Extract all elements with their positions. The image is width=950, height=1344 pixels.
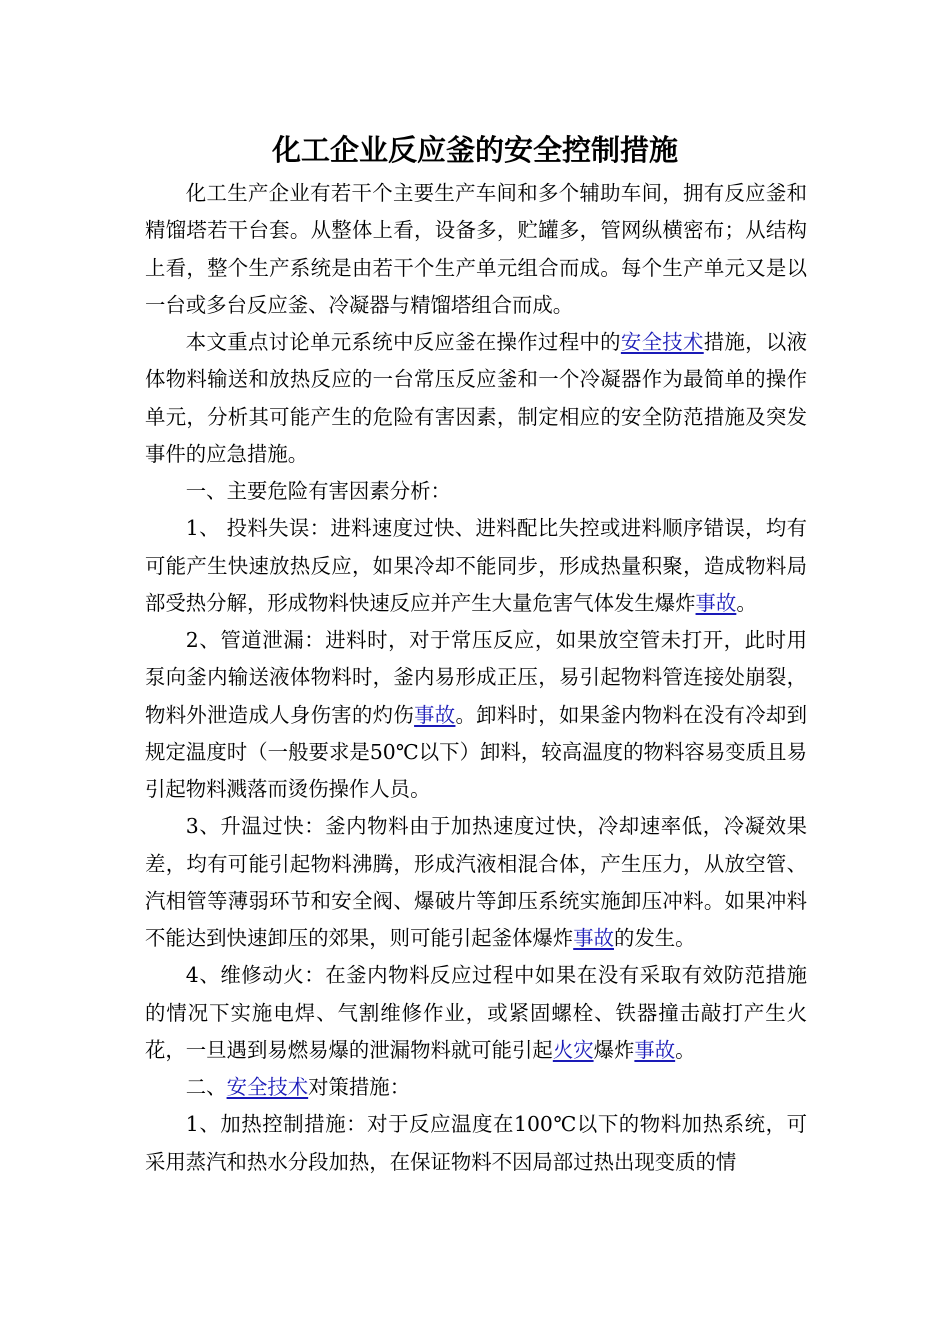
paragraph-text: 4、维修动火：在釜内物料反应过程中如果在没有采取有效防范措施的情况下实施电焊、气割维修作业，或紧固螺栓、铁器撞击敲打产生火花，一旦遇到易燃易爆的泄漏物料就可能引起 [145, 963, 807, 1062]
document-body [145, 175, 807, 1181]
inline-link[interactable]: 事故 [634, 1037, 676, 1062]
paragraph [145, 957, 807, 1069]
paragraph-text: 。 [736, 590, 757, 615]
paragraph-text: 1、 投料失误：进料速度过快、进料配比失控或进料顺序错误，均有可能产生快速放热反应，如果冷却不能同步，形成热量积聚，造成物料局部受热分解，形成物料快速反应并产生大量危害气体发生爆炸 [145, 516, 807, 615]
paragraph-text: 。卸料时，如果釜内物料在没有冷却到规定温度时（一般要求是50℃以下）卸料，较高温度的物料容易变质且易引起物料溅落而烫伤操作人员。 [145, 702, 808, 801]
paragraph [145, 622, 807, 808]
paragraph [145, 1069, 807, 1106]
paragraph [145, 510, 807, 622]
paragraph [145, 1106, 807, 1181]
inline-link[interactable]: 安全技术 [226, 1075, 309, 1099]
paragraph-text: 3、升温过快：釜内物料由于加热速度过快，冷却速率低，冷凝效果差，均有可能引起物料沸腾，形成汽液相混合体，产生压力，从放空管、汽相管等薄弱环节和安全阀、爆破片等卸压系统实施卸压冲料。如果冲料不能达到快速卸压的郊果，则可能引起釜体爆炸 [145, 814, 807, 950]
paragraph-text: 措施，以液体物料输送和放热反应的一台常压反应釜和一个冷凝器作为最简单的操作单元，分析其可能产生的危险有害因素，制定相应的安全防范措施及突发事件的应急措施。 [145, 330, 808, 466]
inline-link[interactable]: 事故 [573, 926, 614, 950]
paragraph [145, 324, 807, 473]
inline-link[interactable]: 安全技术 [620, 330, 704, 354]
inline-link[interactable]: 事故 [414, 702, 456, 727]
paragraph-text: 爆炸 [593, 1037, 635, 1062]
paragraph [145, 175, 807, 324]
document-title: 化工企业反应釜的安全控制措施 [271, 133, 678, 167]
paragraph [145, 473, 807, 510]
paragraph [145, 808, 807, 957]
inline-link[interactable]: 火灾 [552, 1037, 594, 1062]
paragraph-text: 2、管道泄漏：进料时，对于常压反应，如果放空管未打开，此时用泵向釜内输送液体物料时，釜内易形成正压，易引起物料管连接处崩裂，物料外泄造成人身伤害的灼伤 [145, 628, 807, 727]
paragraph-text: 二、 [185, 1075, 227, 1099]
inline-link[interactable]: 事故 [695, 590, 737, 615]
paragraph-text: 对策措施： [308, 1075, 411, 1099]
paragraph-text: 本文重点讨论单元系统中反应釜在操作过程中的 [185, 330, 621, 354]
paragraph-text: 。 [675, 1037, 696, 1062]
paragraph-text: 1、加热控制措施：对于反应温度在100℃以下的物料加热系统，可采用蒸汽和热水分段加热，在保证物料不因局部过热出现变质的情 [145, 1112, 807, 1174]
paragraph-text: 的发生。 [613, 926, 696, 950]
paragraph-text: 化工生产企业有若干个主要生产车间和多个辅助车间，拥有反应釜和精馏塔若干台套。从整体上看，设备多，贮罐多，管网纵横密布；从结构上看，整个生产系统是由若干个生产单元组合而成。每个生产单元又是以一台或多台反应釜、冷凝器与精馏塔组合而成。 [145, 181, 807, 317]
paragraph-text: 一、主要危险有害因素分析： [185, 479, 451, 503]
